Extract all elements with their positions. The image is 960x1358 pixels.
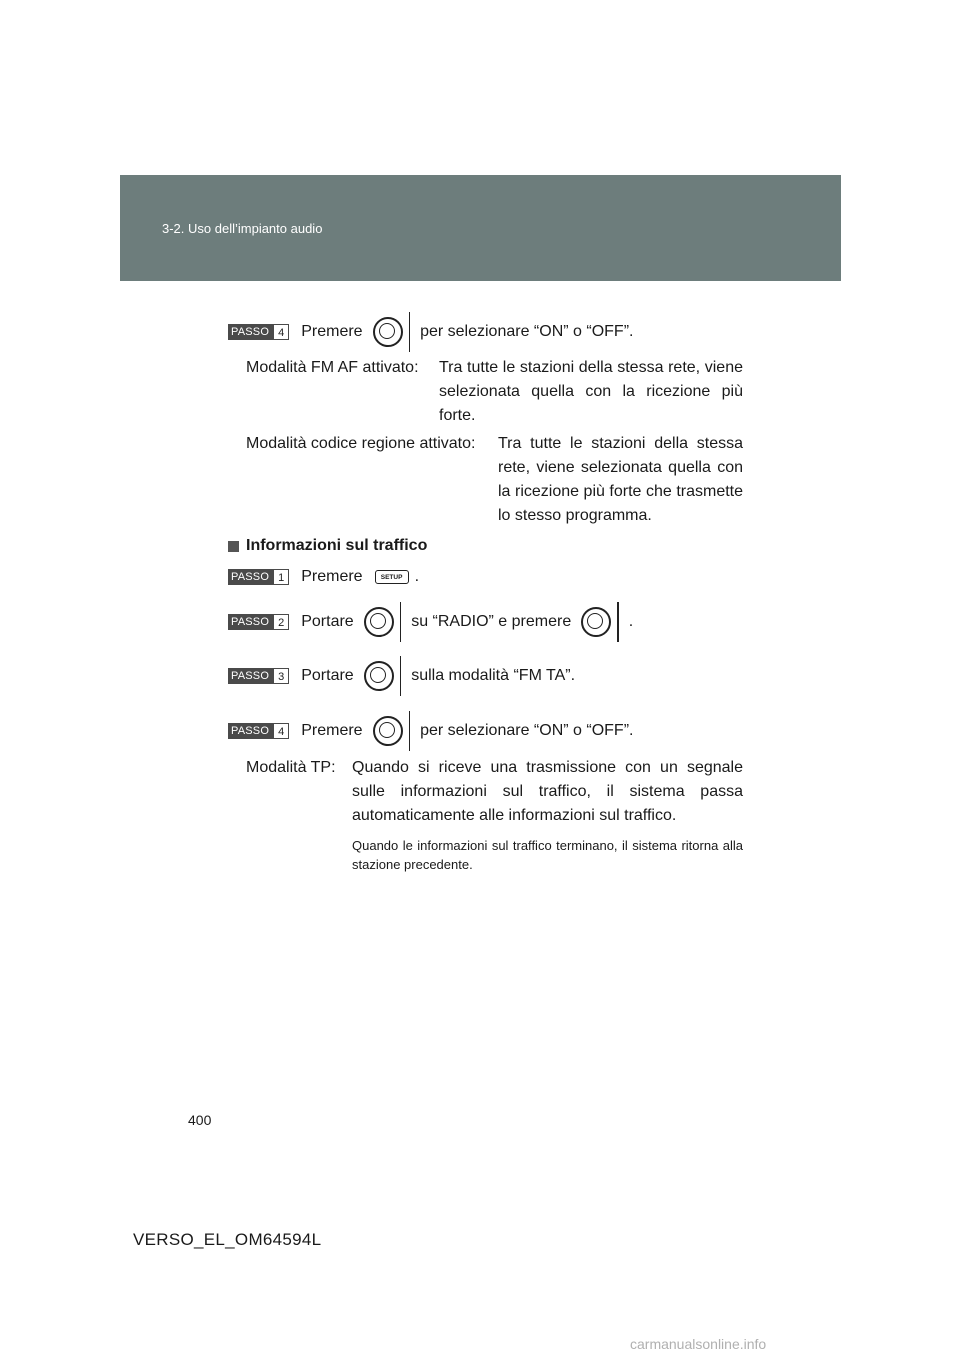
section-title-header: 3-2. Uso dell’impianto audio	[162, 221, 323, 236]
square-bullet-icon	[228, 541, 239, 552]
step-1	[228, 557, 425, 597]
tune-select-knob-icon	[364, 656, 402, 696]
definition-region-code	[246, 432, 743, 528]
step-text: .	[414, 568, 420, 585]
step-badge: PASSO 4	[228, 723, 289, 739]
step-text: per selezionare “ON” o “OFF”.	[420, 722, 634, 739]
step-badge: PASSO 4	[228, 324, 289, 340]
definition-term: Modalità FM AF attivato:	[246, 359, 419, 376]
definition-term: Modalità codice regione attivato:	[246, 435, 476, 452]
definition-desc: Quando si riceve una trasmissione con un segnale sulle informazioni sul traffico, il sistema passa automaticamente alle informazioni sul traffico.	[352, 759, 743, 824]
step-text: .	[628, 613, 634, 630]
step-badge: PASSO 2	[228, 614, 289, 630]
tune-select-knob-icon	[581, 602, 619, 642]
note-text: Quando le informazioni sul traffico terminano, il sistema ritorna alla stazione precedente.	[352, 838, 743, 872]
step-text: per selezionare “ON” o “OFF”.	[420, 323, 634, 340]
tune-select-knob-icon	[373, 312, 411, 352]
step-text: Portare	[301, 613, 354, 630]
step-text: Premere	[301, 323, 363, 340]
definition-desc: Tra tutte le stazioni della stessa rete, viene selezionata quella con la ricezione più forte che trasmette lo stesso programma.	[498, 435, 743, 524]
step-4-af	[228, 312, 639, 352]
definition-fm-af	[246, 356, 743, 428]
document-id: VERSO_EL_OM64594L	[133, 1230, 322, 1249]
step-2	[228, 602, 639, 642]
definition-desc: Tra tutte le stazioni della stessa rete, viene selezionata quella con la ricezione più forte.	[439, 359, 743, 424]
section-heading-traffic: Informazioni sul traffico	[228, 537, 427, 555]
page-number: 400	[188, 1112, 212, 1128]
setup-button-icon: SETUP	[375, 570, 409, 584]
step-4-ta	[228, 711, 639, 751]
step-text: Portare	[301, 667, 354, 684]
definition-term: Modalità TP:	[246, 759, 336, 776]
step-text: sulla modalità “FM TA”.	[411, 667, 576, 684]
tune-select-knob-icon	[373, 711, 411, 751]
step-badge: PASSO 3	[228, 668, 289, 684]
step-text: su “RADIO” e premere	[411, 613, 572, 630]
definition-tp	[246, 756, 743, 828]
watermark: carmanualsonline.info	[630, 1336, 767, 1352]
step-3	[228, 656, 581, 696]
tune-select-knob-icon	[364, 602, 402, 642]
step-badge: PASSO 1	[228, 569, 289, 585]
step-text: Premere	[301, 568, 363, 585]
step-text: Premere	[301, 722, 363, 739]
